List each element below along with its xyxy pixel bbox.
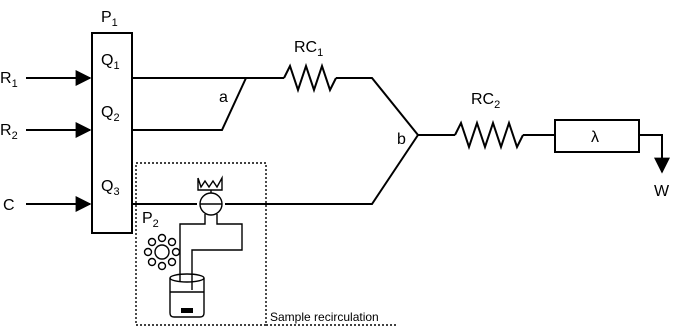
label-rc2: $RC_2$ — [471, 91, 501, 111]
valve-actuator-icon — [198, 178, 222, 190]
sample-beaker-icon — [170, 274, 204, 317]
label-q3: $Q_3$ — [101, 178, 120, 198]
label-q1: $Q_1$ — [101, 52, 120, 72]
label-p1: $P_1$ — [101, 9, 118, 29]
label-c: C — [3, 197, 15, 214]
reaction-coil-rc1 — [284, 66, 336, 90]
label-r2: $R_2$ — [0, 122, 18, 142]
label-waste: W — [654, 183, 670, 200]
label-rc1: $RC_1$ — [294, 39, 324, 59]
label-detector: λ — [591, 129, 599, 146]
label-sample-recirculation: Sample recirculation — [270, 310, 379, 324]
carrier-line-2 — [225, 135, 418, 204]
reaction-coil-rc2 — [455, 123, 523, 147]
label-confluence-a: a — [219, 89, 228, 106]
detector-to-waste-line — [639, 135, 662, 172]
label-p2: $P_2$ — [142, 210, 159, 230]
recirc-loop-right — [192, 214, 242, 290]
label-r1: $R_1$ — [0, 70, 18, 90]
rc1-to-b-line — [336, 78, 418, 135]
label-confluence-b: b — [397, 131, 406, 148]
peristaltic-pump-p2-icon — [145, 235, 180, 270]
label-q2: $Q_2$ — [101, 104, 120, 124]
r2-line — [132, 78, 246, 130]
